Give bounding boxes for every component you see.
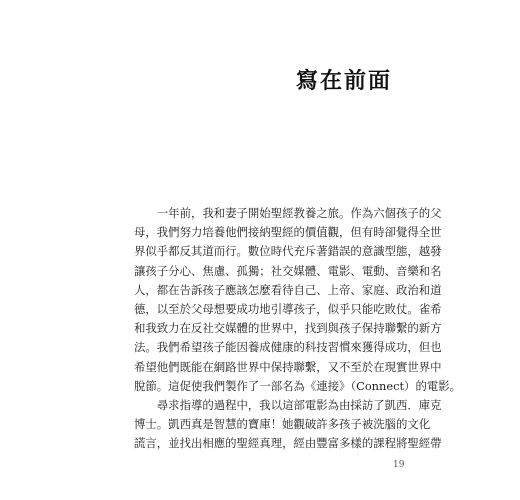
page-title: 寫在前面: [295, 68, 392, 94]
text-line: 和我致力在反社交媒體的世界中，找到與孩子保持聯繫的新方: [134, 321, 442, 336]
text-line: 德，以至於父母想要成功地引導孩子，似乎只能吃敗仗。雀希: [134, 302, 442, 317]
text-line: 母，我們努力培養他們接納聖經的價值觀，但有時卻覺得全世: [134, 225, 442, 240]
text-line: 謊言，並找出相應的聖經真理，經由豐富多樣的課程將聖經帶: [134, 436, 442, 451]
text-line: 尋求指導的過程中，我以這部電影為由採訪了凱西．庫克: [134, 398, 442, 413]
text-line: 脫節。這促使我們製作了一部名為《連接》（Connect）的電影。: [134, 378, 462, 393]
text-line: 一年前，我和妻子開始聖經教養之旅。作為六個孩子的父: [134, 206, 442, 220]
body-text: [134, 204, 462, 454]
page-number: 19: [393, 460, 405, 470]
text-line: 讓孩子分心、焦慮、孤獨；社交媒體、電影、電動、音樂和名: [134, 263, 442, 278]
text-line: 界似乎都反其道而行。數位時代充斥著錯誤的意識型態，越發: [134, 244, 442, 259]
text-line: 法。我們希望孩子能因養成健康的科技習慣來獲得成功，但也: [134, 340, 442, 355]
text-line: 希望他們既能在網路世界中保持聯繫，又不至於在現實世界中: [134, 359, 442, 374]
text-line: 人，都在告訴孩子應該怎麼看待自己、上帝、家庭、政治和道: [134, 282, 442, 297]
text-line: 博士。凱西真是智慧的寶庫！她觀破許多孩子被洗腦的文化: [134, 417, 431, 432]
